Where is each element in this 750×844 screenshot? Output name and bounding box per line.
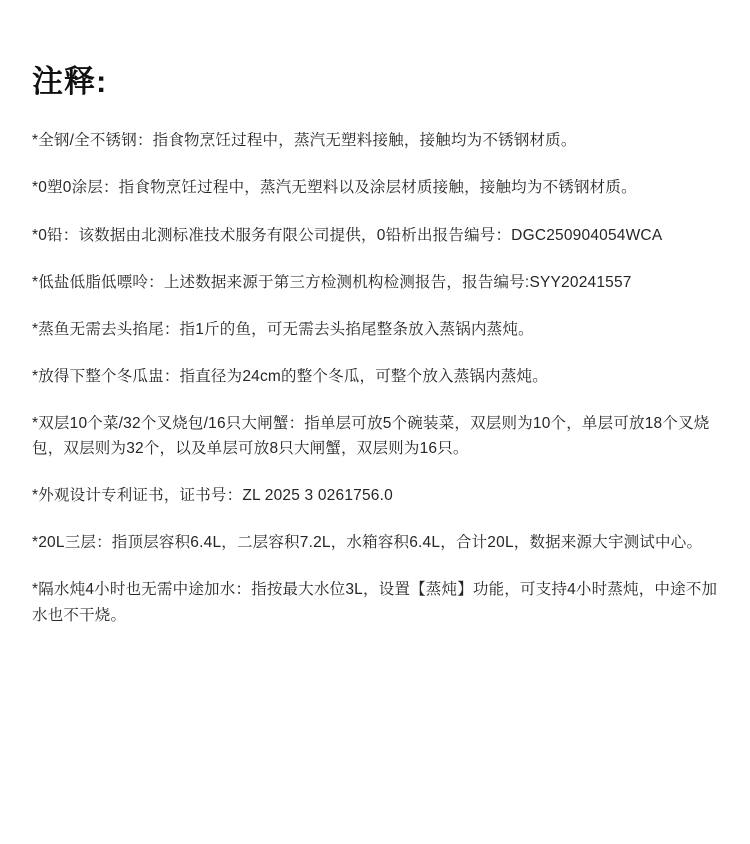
note-item: *0铅：该数据由北测标准技术服务有限公司提供，0铅析出报告编号：DGC250904054WCA <box>32 226 663 244</box>
notes-list <box>32 128 724 627</box>
note-item: *外观设计专利证书，证书号：ZL 2025 3 0261756.0 <box>32 487 393 505</box>
note-item: *20L三层：指顶层容积6.4L，二层容积7.2L，水箱容积6.4L，合计20L，数据来源大宇测试中心。 <box>32 534 703 552</box>
page-title: 注释: <box>32 64 108 99</box>
note-item: *双层10个菜/32个叉烧包/16只大闸蟹：指单层可放5个碗装菜，双层则为10个，单层可放18个叉烧包，双层则为32个，以及单层可放8只大闸蟹，双层则为16只。 <box>32 414 710 458</box>
note-item: *0塑0涂层：指食物烹饪过程中，蒸汽无塑料以及涂层材质接触，接触均为不锈钢材质。 <box>32 179 637 197</box>
note-item: *隔水炖4小时也无需中途加水：指按最大水位3L，设置【蒸炖】功能，可支持4小时蒸炖，中途不加水也不干烧。 <box>32 581 718 624</box>
note-item: *低盐低脂低嘌呤：上述数据来源于第三方检测机构检测报告，报告编号:SYY20241557 <box>32 273 632 291</box>
note-item: *蒸鱼无需去头掐尾：指1斤的鱼，可无需去头掐尾整条放入蒸锅内蒸炖。 <box>32 320 534 338</box>
note-item: *全钢/全不锈钢：指食物烹饪过程中，蒸汽无塑料接触，接触均为不锈钢材质。 <box>32 132 577 150</box>
note-item: *放得下整个冬瓜盅：指直径为24cm的整个冬瓜，可整个放入蒸锅内蒸炖。 <box>32 367 548 385</box>
